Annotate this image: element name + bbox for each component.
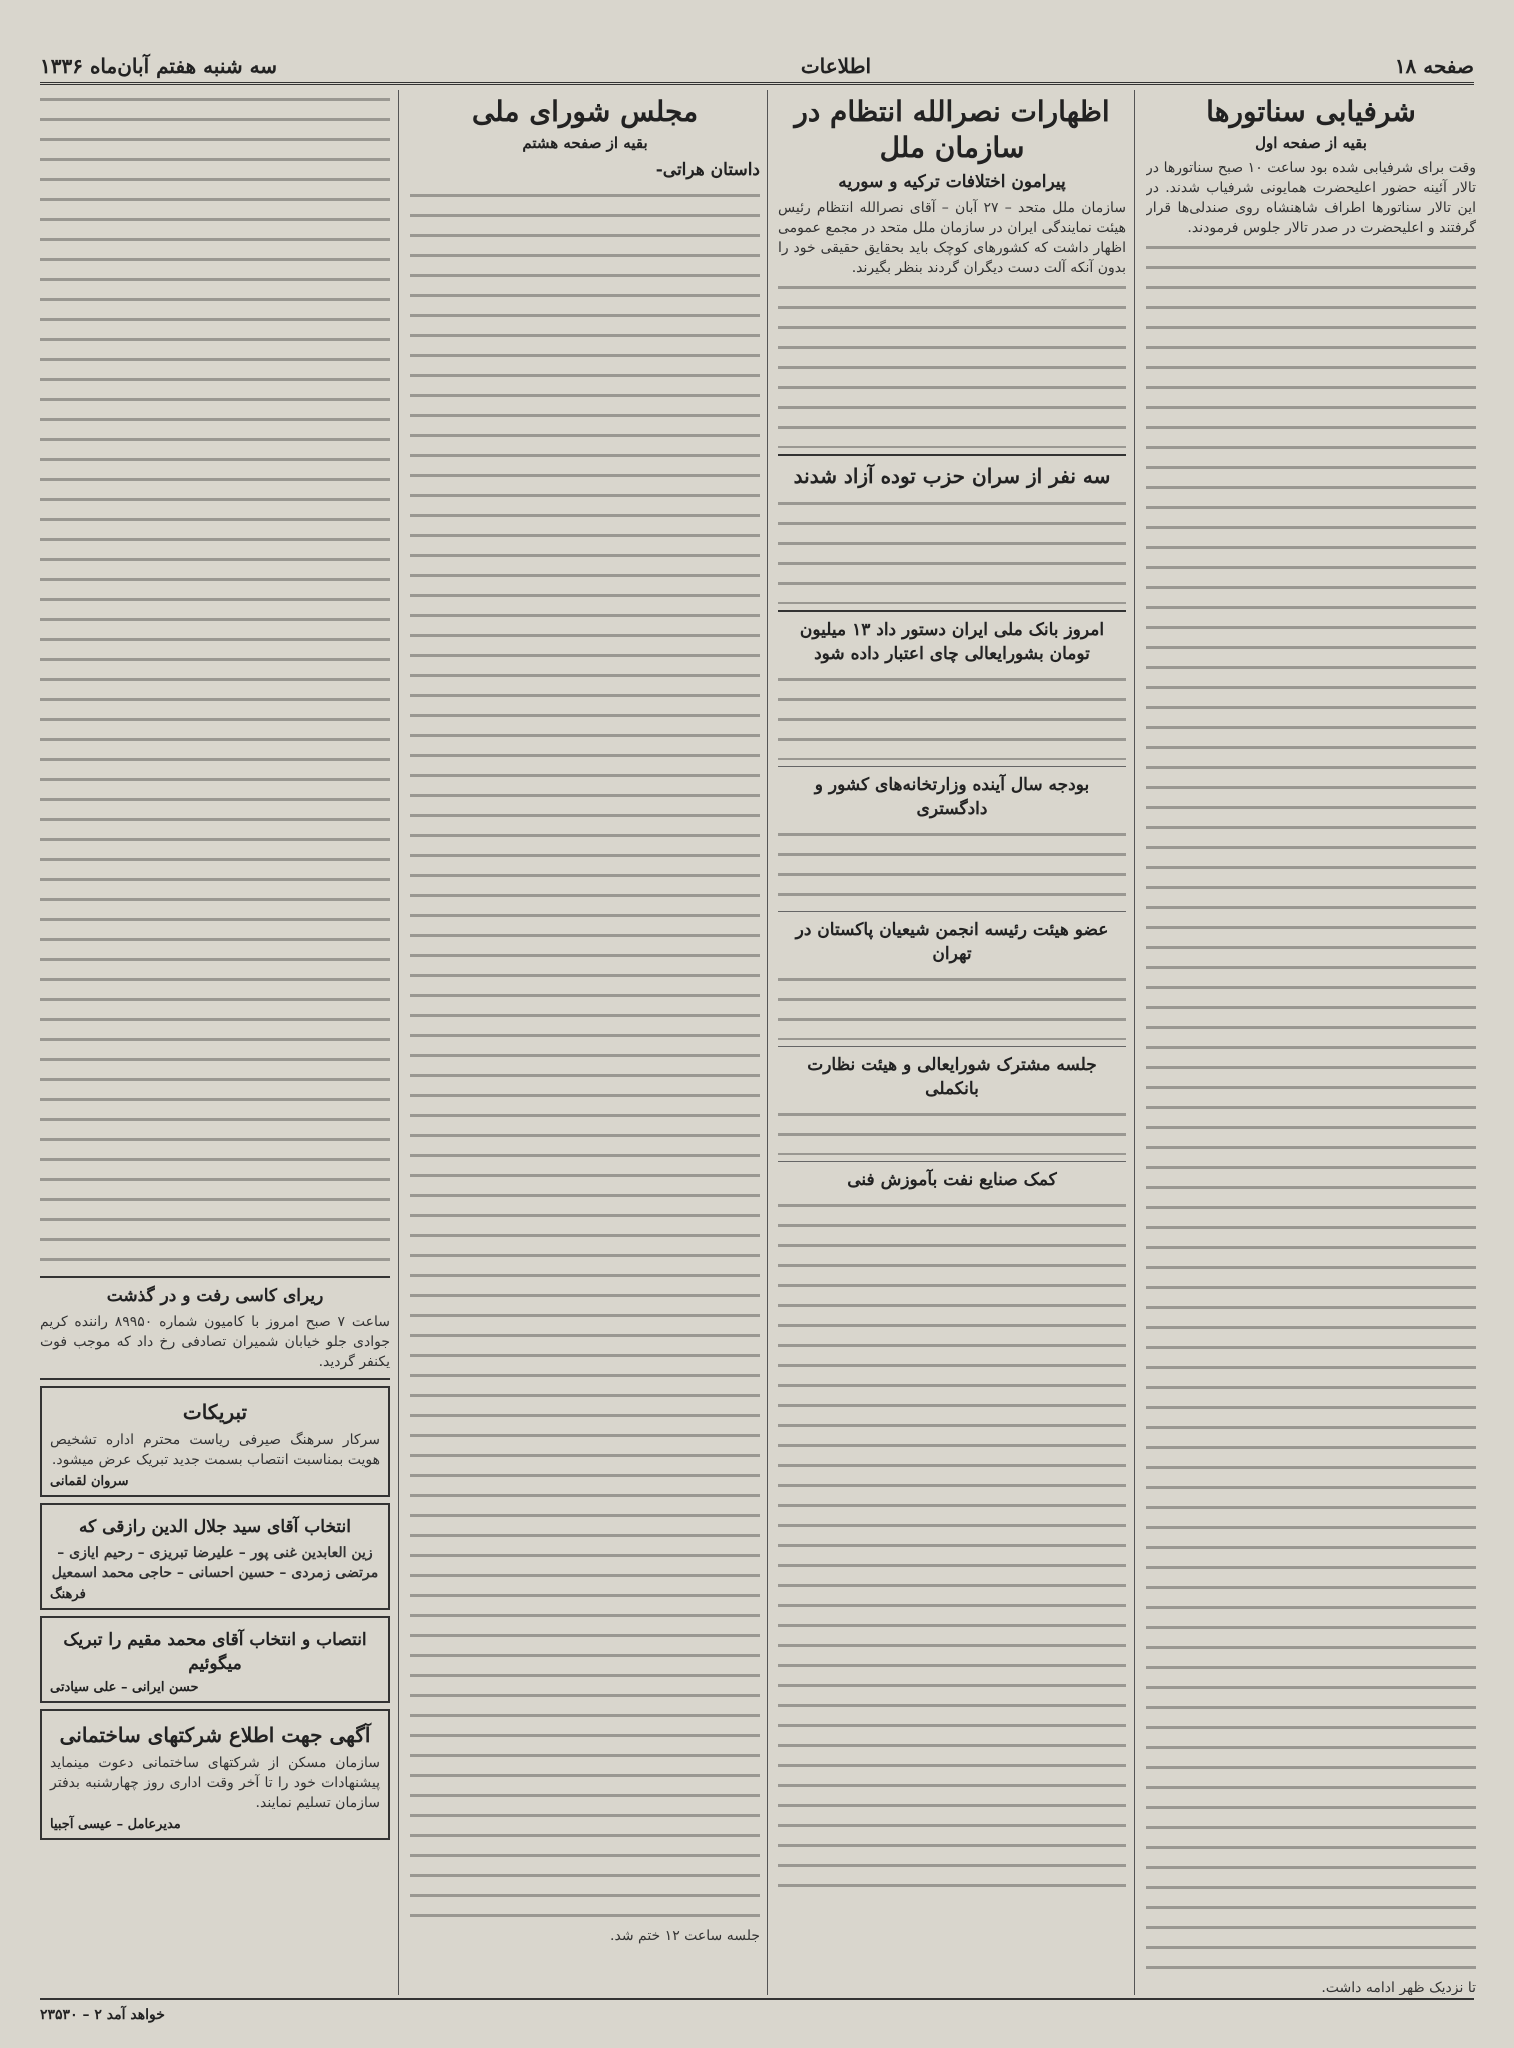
column-rule xyxy=(767,90,768,1995)
signature: حسن ایرانی – علی سیادتی xyxy=(50,1680,199,1695)
congrats-title: تبریکات xyxy=(182,1400,248,1424)
article-lead: وقت برای شرفیابی شده بود ساعت ۱۰ صبح سناتور‌ها در تالار آئینه حضور اعلیحضرت همایونی شرفیاب شدند. در این تالار سناتور‌ها اطراف شاهنشاه روی صندلی‌ها قرار گرفتند و اعلیحضرت در صدر تالار جلوس فرمودند. xyxy=(1146,160,1476,236)
body-text-block xyxy=(778,970,1126,1040)
body-text-block xyxy=(778,494,1126,604)
masthead xyxy=(40,48,1474,85)
congrats-box xyxy=(40,1386,390,1497)
column-rule xyxy=(1134,90,1135,1995)
page-footer xyxy=(40,1998,1474,2030)
headline: عضو هیئت رئیسه انجمن شیعیان پاکستان در تهران xyxy=(795,920,1109,964)
election-title: انتخاب آقای سید جلال الدین رازقی که xyxy=(78,1517,352,1537)
body-text-block xyxy=(778,1105,1126,1155)
congrats-text: سرکار سرهنگ صیرفی ریاست محترم اداره تشخیص هویت بمناسبت انتصاب بسمت جدید تبریک عرض میشود. xyxy=(50,1432,380,1468)
headline: اظهارات نصرالله انتظام در سازمان ملل xyxy=(794,95,1110,164)
column-rule xyxy=(398,90,399,1995)
body-text-block xyxy=(40,90,390,1270)
subhead: بقیه از صفحه هشتم xyxy=(522,134,648,152)
body-text-block xyxy=(778,670,1126,760)
notice-headline: ریرای کاسی رفت و در گذشت xyxy=(106,1286,324,1306)
subhead: پیرامون اختلافات ترکیه و سوریه xyxy=(838,172,1066,192)
article-un xyxy=(778,90,1126,1995)
article-senators xyxy=(1146,90,1476,1995)
footer-left: خواهد آمد ۲ – ۲۳۵۳۰ xyxy=(40,2007,165,2023)
divider xyxy=(778,766,1126,767)
article-majlis xyxy=(410,90,760,1995)
body-text-block xyxy=(778,825,1126,905)
article-lead: سازمان ملل متحد – ۲۷ آبان – آقای نصرالله انتظام رئیس هیئت نمایندگی ایران در سازمان ملل متحد در مجمع عمومی اظهار داشت که کشورهای کوچک باید بحقایق حقیقی خود را بدون آنکه آلت دست دیگران گردند بنظر بگیرند. xyxy=(778,200,1126,276)
headline: امروز بانک ملی ایران دستور داد ۱۳ میلیون تومان بشورایعالی چای اعتبار داده شود xyxy=(799,620,1105,664)
headline: مجلس شورای ملی xyxy=(471,95,699,128)
subhead: بقیه از صفحه اول xyxy=(1255,134,1367,152)
section-heading: داستان هراتی- xyxy=(655,160,760,180)
signature: فرهنگ xyxy=(50,1587,86,1602)
body-text-block xyxy=(410,186,760,1926)
body-text-block xyxy=(778,278,1126,448)
page-number: صفحه ۱۸ xyxy=(1394,54,1474,78)
notices-column xyxy=(40,90,390,1995)
notice-text: ساعت ۷ صبح امروز با کامیون شماره ۸۹۹۵۰ راننده کریم جوادی جلو خیابان شمیران تصادفی رخ داد که موجب فوت یکنفر گردید. xyxy=(40,1314,390,1370)
body-text-block xyxy=(778,1196,1126,1896)
divider xyxy=(40,1378,390,1380)
divider xyxy=(778,454,1126,456)
paper-name: اطلاعات xyxy=(800,54,872,78)
headline: کمک صنایع نفت بآموزش فنی xyxy=(847,1170,1057,1190)
appointment-title: انتصاب و انتخاب آقای محمد مقیم را تبریک میگوئیم xyxy=(63,1630,367,1674)
headline: سه نفر از سران حزب توده آزاد شدند xyxy=(793,464,1111,488)
ad-box xyxy=(40,1709,390,1840)
headline: جلسه مشترک شورایعالی و هیئت نظارت بانکملی xyxy=(807,1055,1097,1099)
signature: سروان لقمانی xyxy=(50,1474,129,1489)
body-text-block xyxy=(1146,238,1476,1978)
names-list: زین العابدین غنی پور – علیرضا تبریزی – رحیم ایازی – مرتضی زمردی – حسین احسانی – حاجی محمد اسمعیل xyxy=(51,1545,379,1581)
issue-date: سه شنبه هفتم آبان‌ماه ۱۳۳۶ xyxy=(40,54,278,78)
divider xyxy=(778,1046,1126,1047)
headline: بودجه سال آینده وزارتخانه‌های کشور و دادگستری xyxy=(814,775,1090,819)
divider xyxy=(40,1276,390,1278)
divider xyxy=(778,610,1126,612)
signature: مدیرعامل – عیسی آجبیا xyxy=(50,1817,181,1832)
divider xyxy=(778,1161,1126,1162)
ad-text: سازمان مسکن از شرکتهای ساختمانی دعوت مینماید پیشنهادات خود را تا آخر وقت اداری روز چهارشنبه بدفتر سازمان تسلیم نمایند. xyxy=(50,1755,380,1811)
divider xyxy=(778,911,1126,912)
ad-title: آگهی جهت اطلاع شرکتهای ساختمانی xyxy=(59,1723,371,1747)
election-box xyxy=(40,1503,390,1610)
article-end: تا نزدیک ظهر ادامه داشت. xyxy=(1321,1980,1476,1995)
headline: شرفیابی سناتور‌ها xyxy=(1206,95,1416,128)
appointment-box xyxy=(40,1616,390,1703)
article-end: جلسه ساعت ۱۲ ختم شد. xyxy=(610,1928,760,1944)
